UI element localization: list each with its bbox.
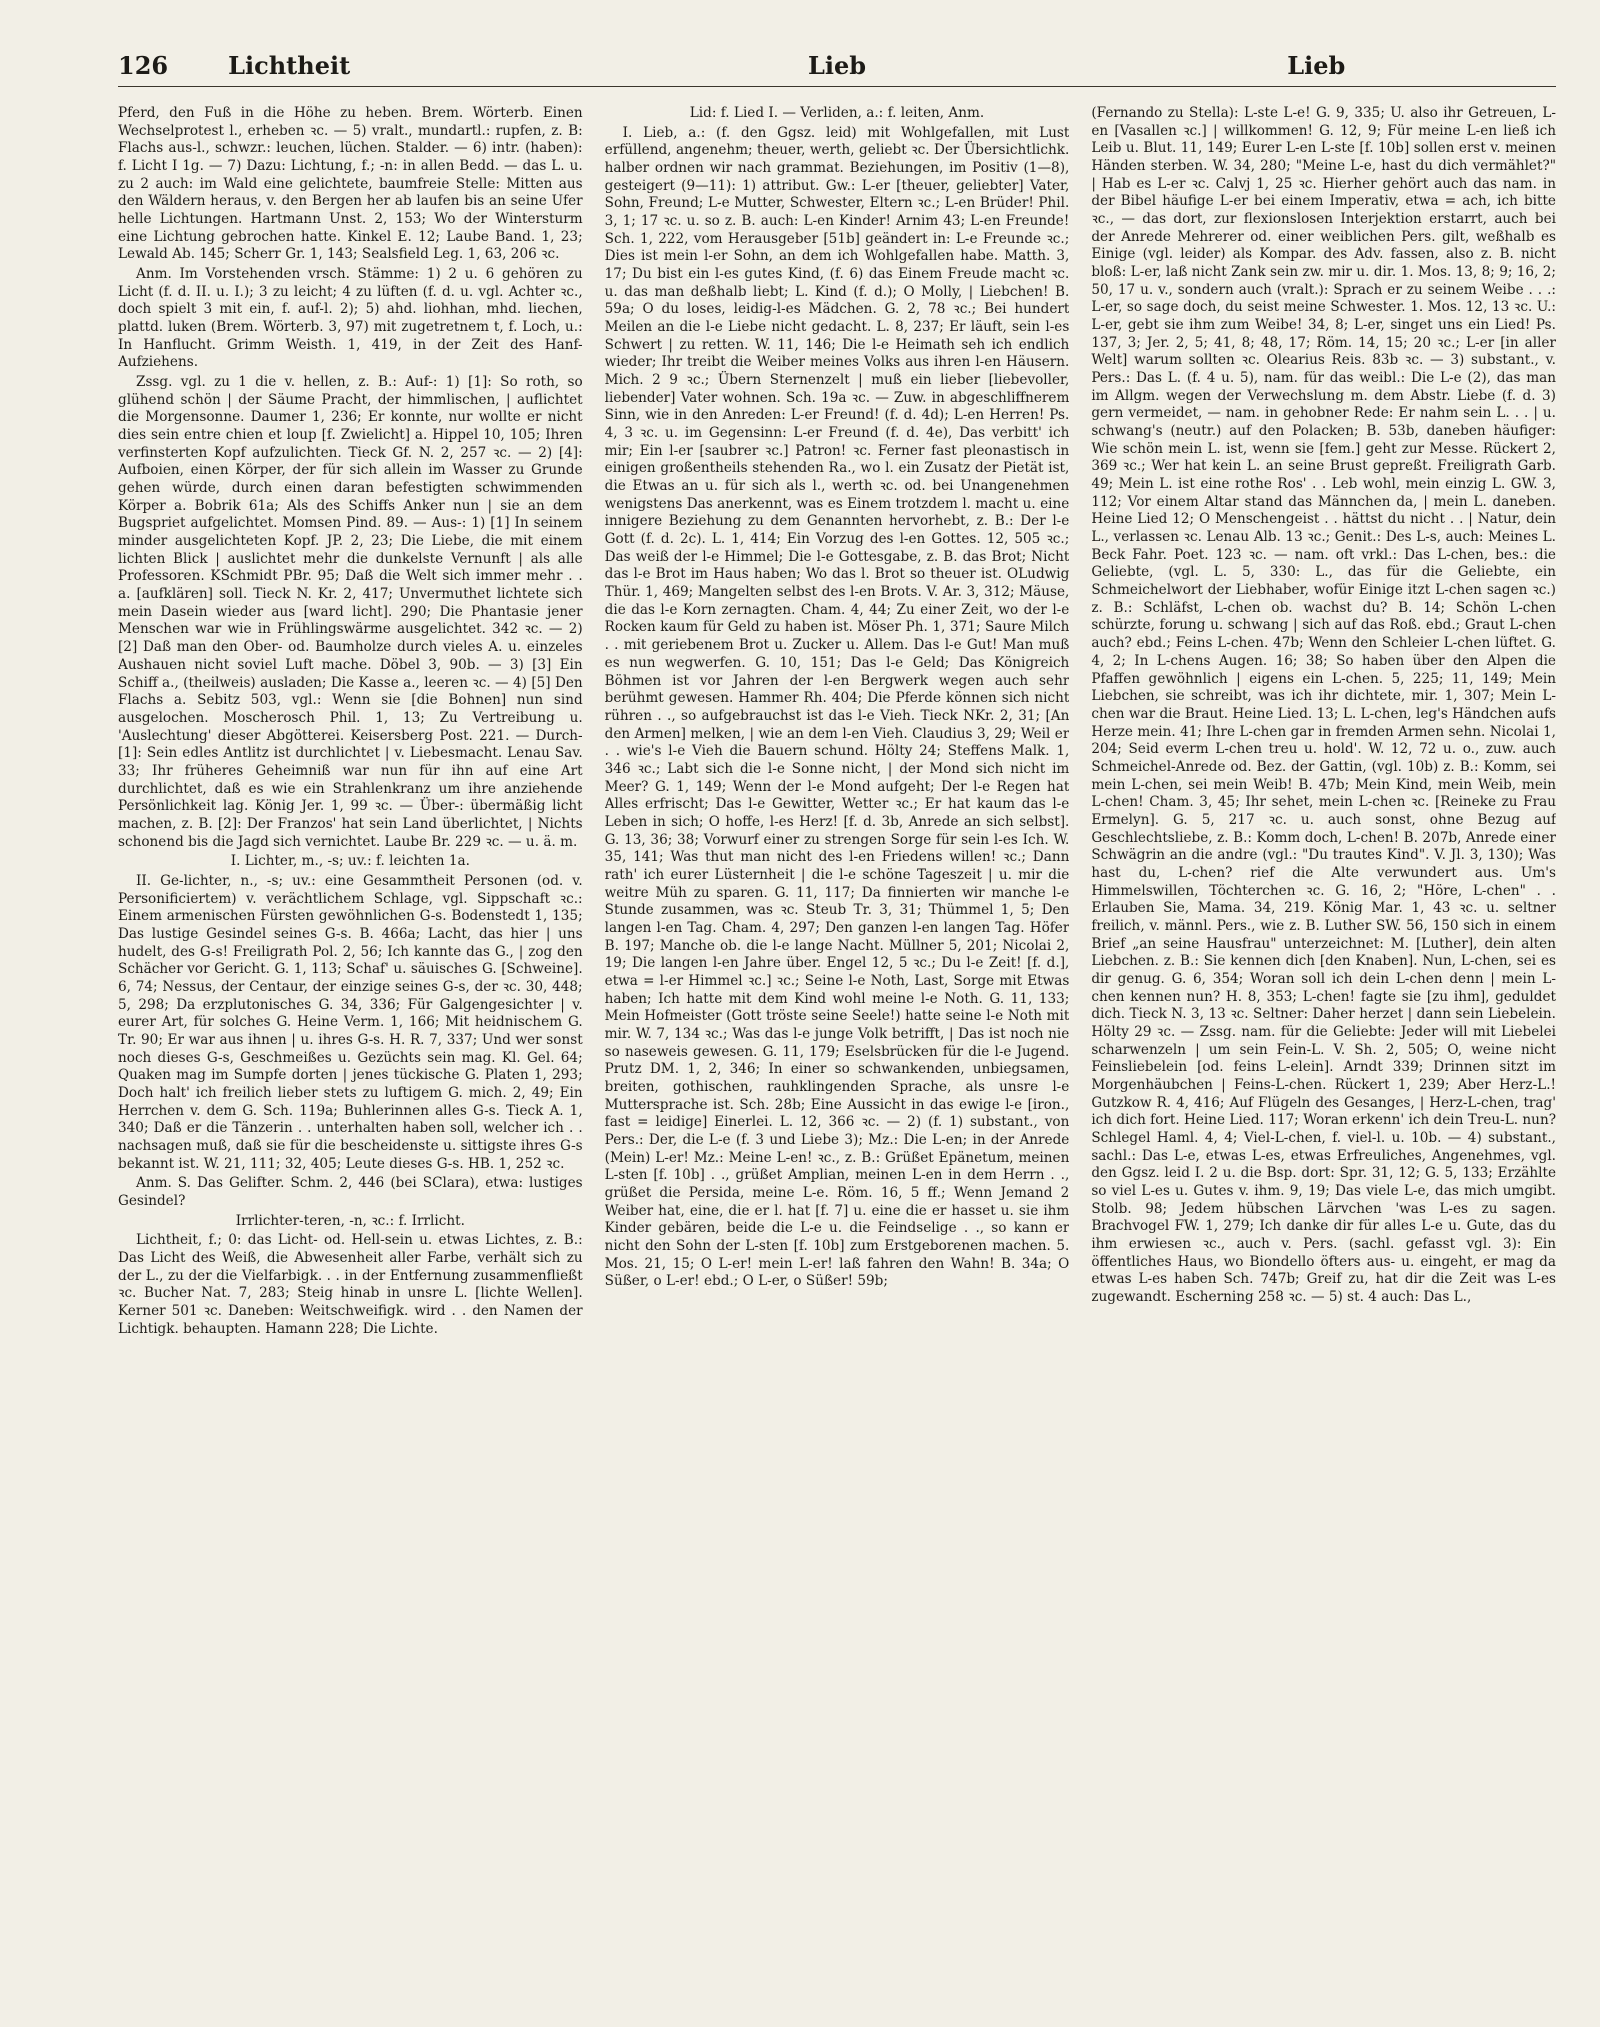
page-header (118, 40, 1556, 87)
headword-line: Lid: f. Lied I. — Verliden, a.: f. leiten, Anm. (689, 105, 985, 121)
page-number: 126 (118, 51, 169, 80)
column-right (1091, 105, 1556, 1985)
header-left (118, 51, 597, 80)
column-middle (605, 105, 1070, 1985)
middle-catchword: Lieb (807, 51, 867, 80)
entry-paragraph: Lichtheit, f.; 0: das Licht- od. Hell-sein u. etwas Lichtes, z. B.: Das Licht des Weiß, die Abwesenheit aller Farbe, verhält sich zu der L., zu der die Vielfarbigk. . . in der Entfernung zusammenfließt ꝛc. Bucher Nat. 7, 283; Steig hinab in unsre L. [lichte Wellen]. Kerner 501 ꝛc. Daneben: Weitschweifigk. wird . . den Namen der Lichtigk. behaupten. Hamann 228; Die Lichte. (118, 1232, 583, 1337)
headword-line: Irrlichter-teren, -n, ꝛc.: f. Irrlicht. (235, 1212, 465, 1229)
entry-paragraph: I. Lieb, a.: (f. den Ggsz. leid) mit Wohlgefallen, mit Lust erfüllend, angenehm; theuer, werth, geliebt ꝛc. Der Übersichtlichk. halber ordnen wir nach grammat. Beziehungen, im Positiv (1—8), gesteigert (9—11): 1) attribut. Gw.: L-er [theuer, geliebter] Vater, Sohn, Freund; L-e Mutter, Schwester, Eltern ꝛc.; L-en Brüder! Phil. 3, 1; 17 ꝛc. u. so z. B. auch: L-en Kinder! Arnim 43; L-en Freunde! Sch. 1, 222, vom Herausgeber [51b] geändert in: L-e Freunde ꝛc.; Dies ist mein l-er Sohn, an dem ich Wohlgefallen habe. Matth. 3, 17; Du bist ein l-es gutes Kind, (f. 6) das Einem Freude macht ꝛc. u. das man deßhalb liebt; L. Kind (f. d.); O Molly, | Liebchen! B. 59a; O du loses, leidig-l-es Mädchen. G. 2, 78 ꝛc.; Bei hundert Meilen an die l-e Liebe nicht gedacht. L. 8, 237; Er läuft, sein l-es Schwert | zu retten. W. 11, 146; Die l-e Heimath seh ich endlich wieder; Ihr treibt die Weiber meines Volks aus ihren l-en Häusern. Mich. 2 9 ꝛc.; Übern Sternenzelt | muß ein lieber [liebevoller, liebender] Vater wohnen. Sch. 19a ꝛc. — Zuw. in abgeschliffnerem Sinn, wie in den Anreden: L-er Freund! (f. d. 4d); L-en Herren! Ps. 4, 3 ꝛc. u. im Gegensinn: L-er Freund (f. d. 4e), Das verbitt' ich mir; Ein l-er [saubrer ꝛc.] Patron! ꝛc. Ferner fast pleonastisch in einigen großentheils stehenden Ra., wo l. ein Zusatz der Pietät ist, die Etwas an u. für sich als l., werth ꝛc. od. bei Unangenehmen wenigstens Das anerkennt, was es Einem trotzdem l. macht u. eine innigere Beziehung zu dem Genannten hervorhebt, z. B.: Der l-e Gott (f. d. 2c). L. 1, 414; Ein Vorzug des l-en Gottes. 12, 505 ꝛc.; Das weiß der l-e Himmel; Die l-e Gottesgabe, z. B. das Brot; Nicht das l-e Brot im Haus haben; Wo das l. Brot so theuer ist. OLudwig Thür. 1, 469; Mangelten selbst des l-en Brots. V. Ar. 3, 312; Mäuse, die das l-e Korn zernagten. Cham. 4, 44; Zu einer Zeit, wo der l-e Rocken kaum für Geld zu haben ist. Möser Ph. 1, 371; Saure Milch . . mit geriebenem Brot u. Zucker u. Allem. Das l-e Gut! Man muß es nun wegwerfen. G. 10, 151; Das l-e Geld; Das Königreich Böhmen ist vor Jahren der l-en Bergwerk wegen auch sehr berühmt gewesen. Hammer Rh. 404; Die Pferde können sich nicht rühren . ., so aufgebrauchst ist das l-e Vieh. Tieck NKr. 2, 31; [An den Armen] melken, | wie an dem l-en Vieh. Claudius 3, 29; Weil er . . wie's l-e Vieh die Bauern schund. Hölty 24; Steffens Malk. 1, 346 ꝛc.; Labt sich die l-e Sonne nicht, | der Mond sich nicht im Meer? G. 1, 149; Wenn der l-e Mond aufgeht; Der l-e Regen hat Alles erfrischt; Das l-e Gewitter, Wetter ꝛc.; Er hat kaum das l-e Leben in sich; O hoffe, l-es Herz! [f. d. 3b, Anrede an sich selbst]. G. 13, 36; 38; Vorwurf einer zu strengen Sorge für sein l-es Ich. W. 35, 141; Was thut man nicht des l-en Friedens willen! ꝛc.; Dann rath' ich eurer Lüsternheit | die l-e schöne Tageszeit | u. mir die weitre Müh zu sparen. G. 11, 117; Da finnierten wir manche l-e Stunde zusammen, was ꝛc. Steub Tr. 3, 31; Thümmel 1, 5; Den langen l-en Tag. Cham. 4, 297; Den ganzen l-en langen Tag. Höfer B. 197; Manche ob. die l-e lange Nacht. Müllner 5, 201; Nicolai 2, 19; Die langen l-en Jahre über. Engel 12, 5 ꝛc.; Du l-e Zeit! [f. d.], etwa = l-er Himmel ꝛc.] ꝛc.; Seine l-e Noth, Last, Sorge mit Etwas haben; Ich hatte mit dem Kind wohl meine l-e Noth. G. 11, 133; Mein Hofmeister (Gott tröste seine Seele!) hatte seine l-e Noth mit mir. W. 7, 134 ꝛc.; Was das l-e junge Volk betrifft, | Das ist noch nie so naseweis gewesen. G. 11, 179; Eselsbrücken für die l-e Jugend. Prutz DM. 1, 2, 346; In einer so schwankenden, unbiegsamen, breiten, gothischen, rauhklingenden Sprache, als unsre l-e Muttersprache ist. Sch. 28b; Eine Aussicht in das ewige l-e [iron., fast = leidige] Einerlei. L. 12, 366 ꝛc. — 2) (f. 1) substant., von Pers.: Der, die L-e (f. 3 und Liebe 3); Mz.: Die L-en; in der Anrede (Mein) L-er! Mz.: Meine L-en! ꝛc., z. B.: Grüßet Epänetum, meinen L-sten [f. 10b] . ., grüßet Amplian, meinen L-en in dem Herrn . ., grüßet die Persida, meine L-e. Röm. 16, 5 ff.; Wenn Jemand 2 Weiber hat, eine, die er l. hat [f. 7] u. eine die er hasset u. sie ihm Kinder gebären, beide die L-e u. die Feindselige . ., so kann er nicht den Sohn der L-sten [f. 10b] zum Erstgeborenen machen. 5. Mos. 21, 15; O L-er! mein L-er! laß fahren den Wahn! B. 34a; O Süßer, o L-er! ebd.; O L-er, o Süßer! 59b; (604, 124, 1070, 1290)
note-paragraph: Anm. Im Vorstehenden vrsch. Stämme: 1) 2 u. 6 gehören zu Licht (f. d. II. u. I.); 3 zu leicht; 4 zu lüften (f. d. u. vgl. Achter ꝛc., doch spielt 3 mit ein, f. auf-l. 2); 5) ahd. liohhan, mhd. liechen, plattd. luken (Brem. Wörterb. 3, 97) mit zugetretnem t, f. Loch, u.: In Hanflucht. Grimm Weisth. 1, 419, in der Zeit des Hanf-Aufziehens. (118, 266, 583, 371)
entry-paragraph: II. Ge-lichter, n., -s; uv.: eine Gesammtheit Personen (od. v. Personificiertem) v. verächtlichem Schlage, vgl. Sippschaft ꝛc.: Einem armenischen Fürsten gewöhnlichen G-s. Bodenstedt 1, 135; Das lustige Gesindel seines G-s. B. 466a; Lacht, das hier | uns hudelt, des G-s! Freiligrath Pol. 2, 56; Ich kannte das G., | zog den Schächer vor Gericht. G. 1, 113; Schaf' u. säuisches G. [Schweine]. 6, 74; Nessus, der Centaur, der einzige seines G-s, der ꝛc. 30, 448; 5, 298; Da erzplutonisches G. 34, 336; Für Galgengesichter | v. eurer Art, für solches G. Heine Verm. 1, 166; Mit heidnischem G. Tr. 90; Er war aus ihnen | u. ihres G-s. H. R. 7, 337; Und wer sonst noch dieses G-s, Geschmeißes u. Gezüchts sein mag. Kl. Gel. 64; Quaken mag im Sumpfe dorten | jenes tückische G. Platen 1, 293; Doch halt' ich freilich lieber stets zu luftigem G. mich. 2, 49; Ein Herrchen v. dem G. Sch. 119a; Buhlerinnen alles G-s. Tieck A. 1, 340; Daß er die Tänzerin . . unterhalten haben soll, welcher ich . . nachsagen muß, daß sie für die bescheidenste u. sittigste ihres G-s bekannt ist. W. 21, 111; 32, 405; Leute dieses G-s. HB. 1, 252 ꝛc. (118, 872, 583, 1172)
entry-paragraph: Pferd, den Fuß in die Höhe zu heben. Brem. Wörterb. Einen Wechselprotest l., erheben ꝛc. — 5) vralt., mundartl.: rupfen, z. B: Flachs aus-l., schwzr.: leuchen, lüchen. Stalder. — 6) intr. (haben): f. Licht I 1g. — 7) Dazu: Lichtung, f.; -n: in allen Bedd. — das L. u. zu 2 auch: im Wald eine gelichtete, baumfreie Stelle: Mitten aus den Wäldern heraus, v. den Bergen her ab laufen bis an seine Ufer helle Lichtungen. Hartmann Unst. 2, 153; Wo der Wintersturm eine Lichtung gebrochen hatte. Kinkel E. 12; Laube Band. 1, 23; Lewald Ab. 145; Scherr Gr. 1, 143; Sealsfield Leg. 1, 63, 206 ꝛc. (118, 105, 583, 263)
headword-line: I. Lichter, m., -s; uv.: f. leichten 1a. (230, 853, 470, 870)
text-columns (118, 105, 1556, 1985)
left-catchword: Lichtheit (228, 51, 351, 80)
entry-paragraph: (Fernando zu Stella): L-ste L-e! G. 9, 335; U. also ihr Getreuen, L-en [Vasallen ꝛc.] | willkommen! G. 12, 9; Für meine L-en ließ ich Leib u. Blut. 11, 149; Eurer L-en L-ste [f. 10b] sollen erst v. meinen Händen sterben. W. 34, 280; "Meine L-e, hast du dich vermählet?" | Hab es L-er ꝛc. Calvj 1, 25 ꝛc. Hierher gehört auch das nam. in der Bibel häufige L-er bei einem Imperativ, etwa = ach, ich bitte ꝛc., — das dort, zur flexionslosen Interjektion erstarrt, auch bei der Anrede Mehrerer od. einer weiblichen Pers. gilt, weßhalb es Einige (vgl. leider) als Kompar. des Adv. fassen, also z. B. nicht bloß: L-er, laß nicht Zank sein zw. mir u. dir. 1. Mos. 13, 8; 9; 16, 2; 50, 17 u. v., sondern auch (vralt.): Sprach er zu seinem Weibe . . .: L-er, so sage doch, du seist meine Schwester. 1. Mos. 12, 13 ꝛc. U.: L-er, gebt sie ihm zum Weibe! 34, 8; L-er, singet uns ein Lied! Ps. 137, 3; Jer. 2, 5; 41, 8; 48, 17; Röm. 14, 15; 20 ꝛc.; L-er [in aller Welt] warum sollten ꝛc. Olearius Reis. 83b ꝛc. — 3) substant., v. Pers.: Das L. (f. 4 u. 5), nam. für das weibl.: Die L-e (2), das man im Allgm. wegen der Verwechslung m. dem Abstr. Liebe (f. d. 3) gern vermeidet, — nam. in gehobner Rede: Er nahm sein L. . . | u. schwang's (neutr.) auf den Polacken; B. 53b, daneben häufiger: Wie schön mein L. ist, wenn sie [fem.] geht zur Messe. Rückert 2, 369 ꝛc.; Wer hat kein L. an seine Brust gepreßt. Freiligrath Garb. 49; Mein L. ist eine rothe Ros' . . Leb wohl, mein einzig L. GW. 3, 112; Vor einem Altar stand das Männchen da, | mein L. daneben. Heine Lied 12; O Menschengeist . . hättst du nicht . . | Natur, dein L., verlassen ꝛc. Lenau Alb. 13 ꝛc.; Genit.: Des L-s, auch: Meines L. Beck Fahr. Poet. 123 ꝛc. — nam. oft vrkl.: Das L-chen, bes.: die Geliebte, (vgl. L. 5, 330: L., das für die Geliebte, ein Schmeichelwort der Liebhaber, wofür Einige itzt L-chen sagen ꝛc.) z. B.: Schläfst, L-chen ob. wachst du? B. 14; Schön L-chen schürzte, forung u. schwang | sich auf das Roß. ebd.; Graut L-chen auch? ebd.; Feins L-chen. 47b; Wenn den Schleier L-chen lüftet. G. 4, 2; In L-chens Augen. 16; 38; So haben über den Alpen die Pfaffen gewöhnlich | eigens ein L-chen. 5, 225; 11, 149; Mein Liebchen, sie schreibt, was ich ihr dichtete, mir. 1, 307; Mein L-chen war die Braut. Heine Lied. 13; L. L-chen, leg's Händchen aufs Herze mein. 41; Ihre L-chen gar in fremden Armen sehn. Nicolai 1, 204; Seid everm L-chen treu u. hold'. W. 12, 72 u. o., zuw. auch Schmeichel-Anrede od. Bez. der Gattin, (vgl. 10b) z. B.: Komm, sei mein L-chen, sei mein Weib! B. 47b; Mein Kind, mein Weib, mein L-chen! Cham. 3, 45; Ihr sehet, mein L-chen ꝛc. [Reineke zu Frau Ermelyn]. G. 5, 217 ꝛc. u. auch sonst, ohne Bezug auf Geschlechtsliebe, z. B.: Komm doch, L-chen! B. 207b, Anrede einer Schwägrin an die andre (vgl.: "Du trautes Kind". V. Jl. 3, 130); Was hast du, L-chen? rief die Alte verwundert aus. Um's Himmelswillen, Töchterchen ꝛc. G. 16, 2; "Höre, L-chen" . . Erlauben Sie, Mama. 34, 219. König Mar. 1, 43 ꝛc. u. seltner freilich, v. männl. Pers., wie z. B. Luther SW. 56, 150 sich in einem Brief „an seine Hausfrau" unterzeichnet: M. [Luther], dein alten Liebchen. z. B.: Sie kennen dich [den Knaben]. Nun, L-chen, sei es dir genug. G. 6, 354; Woran soll ich dein L-chen denn | mein L-chen kennen nun? H. 8, 353; L-chen! fagte sie [zu ihm], geduldet dich. Tieck N. 3, 13 ꝛc. Seltner: Daher herzet | dann sein Liebelein. Hölty 29 ꝛc. — Zssg. nam. für die Geliebte: Jeder will mit Liebelei scharwenzeln | um sein Fein-L. V. Sh. 2, 505; O, weine nicht Feinsliebelein [od. feins L-elein]. Arndt 339; Drinnen sitzt im Morgenhäubchen | Feins-L-chen. Rückert 1, 239; Aber Herz-L.! Gutzkow R. 4, 416; Auf Flügeln des Gesanges, | Herz-L-chen, trag' ich dich fort. Heine Lied. 117; Woran erkenn' ich dein Treu-L. nun? Schlegel Haml. 4, 4; Viel-L-chen, f. viel-l. u. 10b. — 4) substant., sachl.: Das L-e, etwas L-es, etwas Erfreuliches, Angenehmes, vgl. den Ggsz. leid I. 2 u. die Bsp. dort: Spr. 31, 12; G. 5, 133; Erzählte so viel L-es u. Gutes v. ihm. 9, 19; Das viele L-e, das mich umgibt. Stolb. 98; Jedem hübschen Lärvchen 'was L-es zu sagen. Brachvogel FW. 1, 279; Ich danke dir für alles L-e u. Gute, das du ihm erwiesen ꝛc., auch v. Pers. (sachl. gefasst vgl. 3): Ein öffentliches Haus, wo Biondello öfters aus- u. eingeht, er mag da etwas L-es haben Sch. 747b; Greif zu, hat dir die Zeit was L-es zugewandt. Escherning 258 ꝛc. — 5) st. 4 auch: Das L., (1091, 105, 1556, 1306)
right-catchword: Lieb (1287, 51, 1346, 80)
column-left (118, 105, 583, 1985)
note-paragraph: Anm. S. Das Gelifter. Schm. 2, 446 (bei SClara), etwa: lustiges Gesindel? (118, 1175, 583, 1209)
entry-paragraph: Zssg. vgl. zu 1 die v. hellen, z. B.: Auf-: 1) [1]: So roth, so glühend schön | der Säume Pracht, der himmlischen, | auflichtet die Morgensonne. Daumer 1, 236; Er konnte, nur wollte er nicht dies sein entre chien et loup [f. Zwielicht] a. Hippel 10, 105; Ihren verfinsterten Kopf aufzulichten. Tieck Gf. N. 2, 257 ꝛc. — 2) [4]: Aufboien, einen Körper, der für sich allein im Wasser zu Grunde gehen würde, durch einen daran befestigten schwimmenden Körper a. Bobrik 61a; Als des Schiffs Anker nun | sie an dem Bugspriet aufgelichtet. Momsen Pind. 89. — Aus-: 1) [1] In seinem minder ausgelichteten Kopf. JP. 2, 23; Die Liebe, die mit einem lichten Blick | auslichtet mehr die dunkelste Vernunft | als alle Professoren. KSchmidt PBr. 95; Daß die Welt sich immer mehr . . a. [aufklären] soll. Tieck N. Kr. 2, 417; Unvermuthet lichtete sich mein Dasein wieder aus [ward licht]. 290; Die Phantasie jener Menschen war wie in Frühlingswärme ausgelichtet. 342 ꝛc. — 2) [2] Daß man den Ober- od. Baumholze durch vieles A. u. einzeles Aushauen nicht soviel Luft mache. Döbel 3, 90b. — 3) [3] Ein Schiff a., (theilweis) ausladen; Die Kasse a., leeren ꝛc. — 4) [5] Den Flachs a. Sebitz 503, vgl.: Wenn sie [die Bohnen] nun sind ausgelochen. Moscherosch Phil. 1, 13; Zu Vertreibung u. 'Auslechtung' dieser Abgötterei. Keisersberg Post. 221. — Durch-[1]: Sein edles Antlitz ist durchlichtet | v. Liebesmacht. Lenau Sav. 33; Ihr früheres Geheimniß war nun für ihn auf eine Art durchlichtet, daß es wie ein Strahlenkranz um ihre anziehende Persönlichkeit lag. König Jer. 1, 99 ꝛc. — Über-: übermäßig licht machen, z. B. [2]: Der Franzos' hat sein Land überlichtet, | Nichts schonend bis die Jagd sich vernichtet. Laube Br. 229 ꝛc. — u. ä. m. (118, 374, 583, 850)
